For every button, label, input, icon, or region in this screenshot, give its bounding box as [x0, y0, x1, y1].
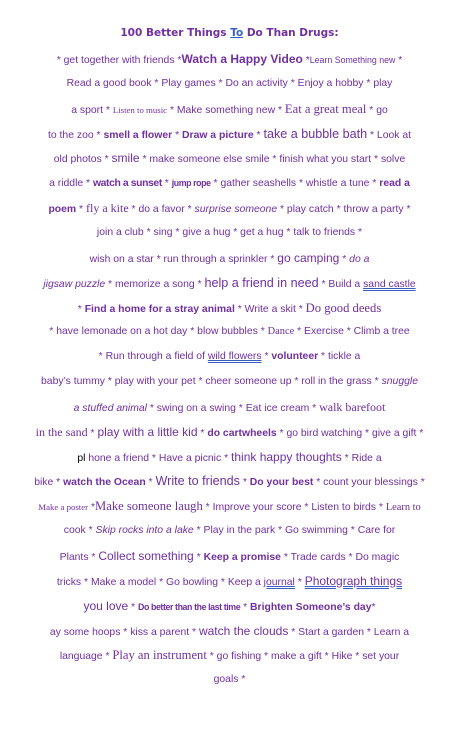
text-segment: you love	[83, 598, 129, 613]
text-segment: *	[253, 129, 264, 141]
text-segment: * Look at	[367, 129, 411, 141]
text-segment: cook *	[63, 525, 96, 537]
text-segment: hone a friend * Have a picnic *	[85, 452, 232, 464]
text-segment: Read a good book * Play games * Do an activity * Enjoy a hobby * play	[66, 77, 393, 89]
text-segment: * Run through a field of	[98, 351, 208, 363]
text-line	[0, 549, 459, 565]
text-line	[0, 450, 459, 466]
text-segment: Brighten Someone’s day	[250, 601, 372, 613]
text-line	[0, 52, 459, 68]
text-line	[0, 425, 459, 441]
text-segment: smile	[111, 151, 140, 166]
text-segment: goals *	[213, 674, 246, 686]
text-segment: do a	[349, 253, 370, 265]
text-segment: baby’s tummy * play with your pet * cheer someone up * roll in the grass *	[41, 376, 382, 388]
text-line	[0, 251, 459, 267]
text-segment: *	[239, 477, 250, 489]
text-segment: language *	[59, 651, 113, 663]
text-line	[0, 151, 459, 167]
text-segment: wild flowers	[207, 351, 262, 363]
title-underlined-word: To	[230, 27, 244, 39]
text-segment: a stuffed animal	[73, 402, 147, 414]
text-segment: think happy thoughts	[231, 449, 342, 464]
text-segment: Keep a promise	[203, 552, 281, 563]
text-segment: * go fishing * make a gift * Hike * set your	[206, 651, 400, 663]
text-segment: journal	[263, 576, 295, 588]
text-segment: watch the clouds	[198, 623, 289, 638]
text-line	[0, 77, 459, 91]
text-segment: pl	[77, 452, 86, 464]
text-segment: Make a poster	[38, 502, 89, 513]
text-segment: Play an instrument	[112, 648, 207, 663]
text-segment: *	[261, 351, 272, 363]
text-segment: poem	[48, 204, 77, 216]
text-segment: ay some hoops * kiss a parent *	[49, 626, 199, 638]
text-segment: * Start a garden * Learn a	[288, 626, 410, 638]
text-segment: walk barefoot	[319, 399, 386, 414]
text-segment: * go	[366, 104, 388, 116]
text-segment: *	[128, 601, 138, 613]
text-line	[0, 276, 459, 292]
text-segment: sand castle	[363, 278, 416, 290]
text-segment: Draw a picture	[182, 129, 254, 141]
text-segment: volunteer	[271, 351, 319, 363]
text-line	[0, 226, 459, 240]
text-segment: *	[294, 576, 305, 588]
text-segment: wish on a star * run through a sprinkler *	[89, 253, 278, 265]
text-segment: *	[76, 204, 86, 216]
text-segment: * Write a skit *	[234, 303, 306, 315]
text-line	[0, 574, 459, 590]
text-segment: Collect something	[98, 549, 194, 563]
text-segment: play with a little kid	[97, 424, 198, 439]
title-text-end: Do Than Drugs:	[243, 27, 339, 39]
text-segment: Photograph things	[304, 573, 403, 588]
text-segment: * have lemonade on a hot day * blow bubbles *	[49, 326, 268, 338]
text-segment: Listen to music	[112, 104, 168, 115]
title-text-start: 100 Better Things	[120, 27, 231, 39]
text-segment: help a friend in need	[204, 275, 319, 290]
text-segment: *	[88, 502, 96, 514]
text-segment: smell a flower	[103, 129, 173, 141]
text-segment: *	[371, 601, 376, 613]
text-segment: Find a home for a stray animal	[84, 303, 235, 315]
text-line	[0, 375, 459, 389]
text-segment: tricks * Make a model * Go bowling * Keep a	[56, 576, 264, 588]
text-line	[0, 102, 459, 118]
text-segment: go camping	[277, 250, 340, 265]
text-segment: to the zoo *	[47, 129, 104, 141]
text-segment: *	[302, 55, 310, 66]
text-segment: Watch a Happy Video	[181, 52, 303, 66]
text-segment: * Improve your score * Listen to birds *	[202, 502, 386, 514]
text-segment: * make someone else smile * finish what you start * solve	[139, 154, 406, 166]
text-segment: Learn to	[385, 502, 421, 514]
text-segment: * gather seashells * whistle a tune *	[210, 178, 380, 190]
text-segment: do cartwheels	[207, 427, 277, 439]
text-line	[0, 350, 459, 364]
text-line	[0, 301, 459, 317]
text-segment: *	[87, 427, 98, 439]
text-segment: *	[197, 427, 208, 439]
text-line	[0, 524, 459, 538]
text-segment: *	[172, 129, 183, 141]
text-line	[0, 400, 459, 416]
text-segment: Write to friends	[155, 474, 240, 489]
text-segment: * Exercise * Climb a tree	[294, 326, 410, 338]
text-segment: take a bubble bath	[263, 126, 368, 141]
text-line	[0, 325, 459, 339]
text-segment: fly a kite	[86, 201, 129, 216]
text-segment: jigsaw puzzle	[43, 278, 106, 290]
text-segment: Learn Something new	[309, 55, 396, 65]
text-segment: bike *	[34, 477, 64, 489]
text-segment: Skip rocks into a lake	[95, 525, 194, 537]
text-line	[0, 648, 459, 664]
text-segment: * tickle a	[318, 351, 361, 363]
text-line	[0, 176, 459, 191]
text-segment: * Play in the park * Go swimming * Care for	[193, 525, 396, 537]
text-segment: read a	[379, 178, 410, 190]
text-segment: *	[395, 55, 403, 66]
text-line	[0, 474, 459, 490]
text-line	[0, 599, 459, 615]
text-segment: *	[77, 303, 85, 315]
text-segment: * do a favor *	[128, 204, 195, 216]
text-segment: a riddle *	[49, 178, 93, 190]
text-segment: in the sand	[35, 424, 88, 439]
text-segment: join a club * sing * give a hug * get a hug * talk to friends *	[96, 226, 363, 238]
text-segment: jump rope	[171, 178, 211, 189]
text-segment: a sport *	[71, 104, 113, 116]
text-segment: *	[339, 253, 350, 265]
text-segment: Do your best	[249, 477, 314, 489]
text-segment: watch a sunset	[92, 178, 162, 190]
text-line	[0, 127, 459, 143]
text-segment: Dance	[267, 326, 295, 338]
text-line	[0, 499, 459, 515]
text-segment: *	[145, 477, 156, 489]
text-segment: Plants *	[59, 552, 99, 563]
text-segment: *	[161, 178, 172, 190]
text-segment: * go bird watching * give a gift *	[276, 427, 424, 439]
text-segment: * Make something new *	[167, 104, 285, 116]
text-segment: Make someone laugh	[95, 499, 203, 514]
text-segment: * memorize a song *	[105, 278, 205, 290]
text-segment: * count your blessings *	[313, 477, 425, 489]
text-segment: * play catch * throw a party *	[277, 204, 411, 216]
text-segment: * Trade cards * Do magic	[280, 552, 400, 563]
text-segment: *	[240, 601, 251, 613]
text-segment: Eat a great meal	[284, 101, 367, 116]
text-line	[0, 673, 459, 687]
text-segment: * get together with friends *	[56, 55, 182, 66]
text-line	[0, 201, 459, 217]
text-segment: surprise someone	[194, 204, 278, 216]
text-segment: *	[193, 552, 204, 563]
text-segment: * Ride a	[341, 452, 382, 464]
text-segment: Do better than the last time	[138, 601, 241, 612]
text-segment: * Build a	[318, 278, 364, 290]
text-segment: old photos *	[53, 154, 112, 166]
text-segment: * swing on a swing * Eat ice cream *	[146, 402, 320, 414]
text-line	[0, 624, 459, 640]
text-segment: Do good deeds	[305, 300, 382, 315]
text-segment: snuggle	[381, 376, 418, 388]
text-segment: watch the Ocean	[63, 477, 146, 489]
document-title	[0, 27, 459, 39]
